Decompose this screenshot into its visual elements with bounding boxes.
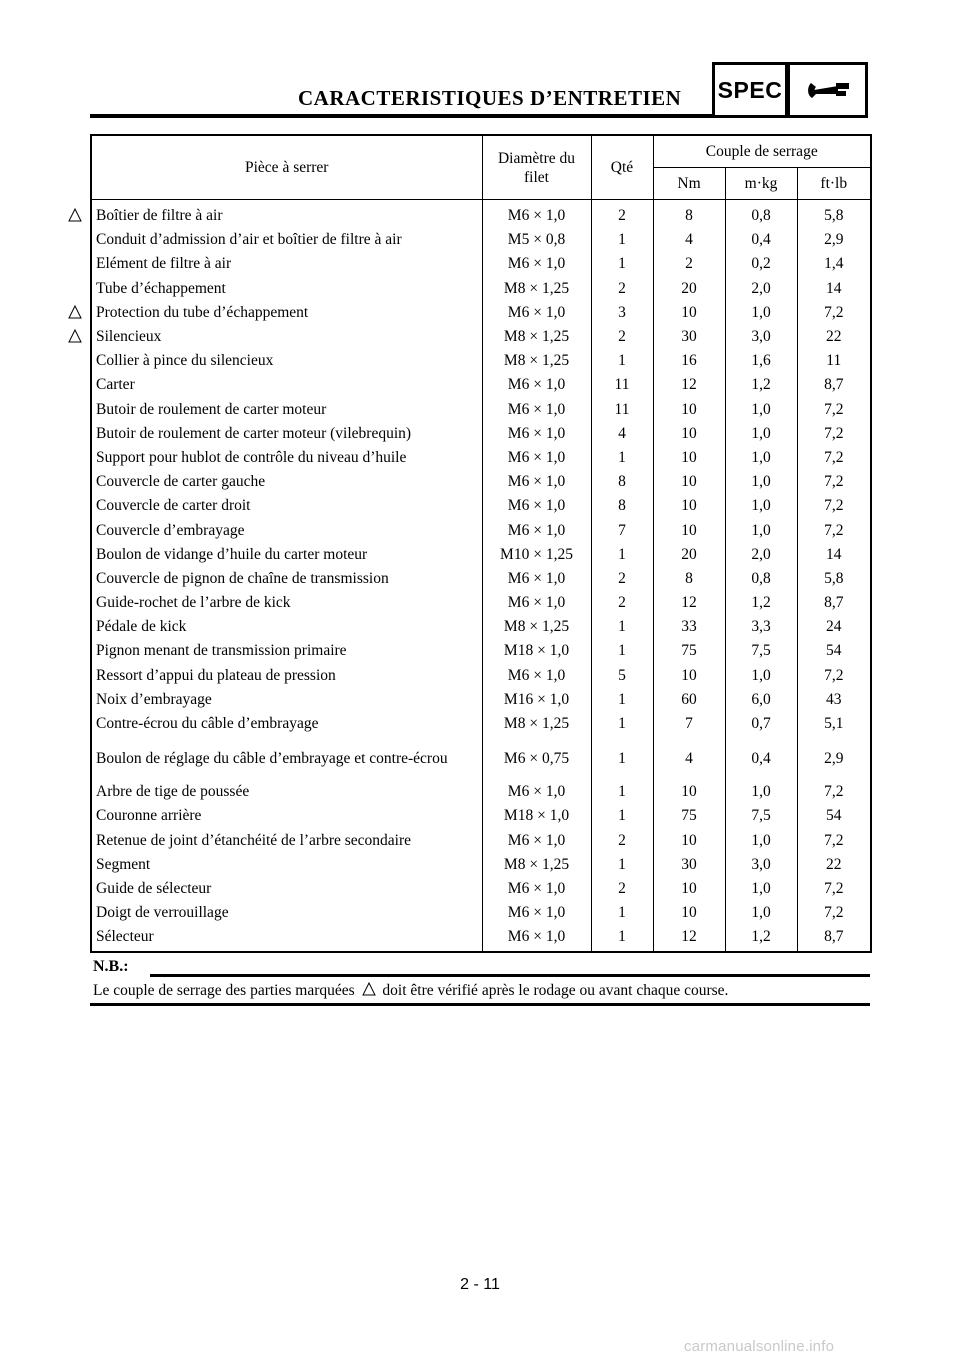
cell-thread: M6 × 1,0 [482,494,591,518]
torque-spec-table [90,134,872,953]
cell-qty: 1 [591,736,653,780]
cell-part: Boulon de réglage du câble d’embrayage et contre-écrou [96,749,448,767]
cell-part: Couvercle de pignon de chaîne de transmission [96,569,389,587]
cell-part: Noix d’embrayage [96,690,212,708]
cell-qty: 2 [591,591,653,615]
triangle-mark-icon [68,305,82,319]
table-row [91,373,871,397]
table-row [91,543,871,567]
header-thread [482,135,591,200]
cell-ftlb: 5,8 [797,567,871,591]
cell-mkg: 1,0 [725,398,797,422]
table-row [91,712,871,736]
cell-thread: M8 × 1,25 [482,349,591,373]
table-row [91,901,871,925]
cell-ftlb: 7,2 [797,780,871,804]
spec-label: SPEC [717,76,783,103]
cell-thread: M6 × 1,0 [482,591,591,615]
table-row [91,470,871,494]
cell-nm: 10 [653,446,725,470]
cell-nm: 16 [653,349,725,373]
cell-ftlb: 7,2 [797,518,871,542]
note-text-after: doit être vérifié après le rodage ou avant chaque course. [382,982,729,999]
table-row [91,200,871,229]
cell-thread: M6 × 1,0 [482,829,591,853]
triangle-mark-icon [362,982,376,996]
cell-mkg: 1,2 [725,373,797,397]
cell-qty: 5 [591,664,653,688]
cell-thread: M5 × 0,8 [482,228,591,252]
cell-qty: 1 [591,639,653,663]
cell-thread: M18 × 1,0 [482,639,591,663]
cell-thread: M6 × 1,0 [482,901,591,925]
note-text-before: Le couple de serrage des parties marquées [93,982,355,999]
cell-mkg: 1,0 [725,664,797,688]
cell-qty: 2 [591,877,653,901]
cell-part: Butoir de roulement de carter moteur (vilebrequin) [96,424,412,442]
cell-thread: M8 × 1,25 [482,853,591,877]
table-row [91,829,871,853]
table-row [91,804,871,828]
cell-ftlb: 2,9 [797,228,871,252]
cell-qty: 2 [591,567,653,591]
cell-ftlb: 54 [797,639,871,663]
cell-thread: M6 × 1,0 [482,446,591,470]
cell-thread: M6 × 1,0 [482,567,591,591]
cell-ftlb: 43 [797,688,871,712]
table-row [91,325,871,349]
cell-qty: 1 [591,901,653,925]
header-mkg: m·kg [725,168,797,200]
cell-ftlb: 1,4 [797,252,871,276]
cell-mkg: 1,0 [725,901,797,925]
cell-qty: 1 [591,543,653,567]
cell-thread: M6 × 1,0 [482,373,591,397]
cell-part: Silencieux [96,328,162,346]
cell-mkg: 0,2 [725,252,797,276]
cell-thread: M6 × 1,0 [482,398,591,422]
note-bottom-rule [90,1003,870,1006]
cell-part: Guide-rochet de l’arbre de kick [96,594,291,612]
cell-ftlb: 8,7 [797,591,871,615]
table-row [91,567,871,591]
cell-nm: 20 [653,543,725,567]
cell-thread: M6 × 1,0 [482,252,591,276]
cell-ftlb: 22 [797,853,871,877]
cell-part: Doigt de verrouillage [96,904,229,922]
cell-mkg: 7,5 [725,639,797,663]
table-row [91,664,871,688]
cell-nm: 33 [653,615,725,639]
cell-nm: 10 [653,780,725,804]
cell-nm: 12 [653,373,725,397]
cell-ftlb: 7,2 [797,470,871,494]
cell-nm: 4 [653,736,725,780]
cell-qty: 3 [591,301,653,325]
cell-mkg: 1,2 [725,925,797,952]
cell-mkg: 3,0 [725,325,797,349]
note-label: N.B.: [93,958,129,975]
cell-nm: 75 [653,639,725,663]
cell-part: Arbre de tige de poussée [96,783,250,801]
cell-thread: M8 × 1,25 [482,325,591,349]
cell-nm: 2 [653,252,725,276]
header-thread-line2: filet [524,168,549,186]
cell-ftlb: 5,1 [797,712,871,736]
cell-part: Conduit d’admission d’air et boîtier de filtre à air [96,231,402,249]
cell-mkg: 1,6 [725,349,797,373]
cell-thread: M6 × 1,0 [482,664,591,688]
cell-qty: 1 [591,853,653,877]
cell-nm: 10 [653,664,725,688]
cell-thread: M18 × 1,0 [482,804,591,828]
table-row [91,446,871,470]
cell-nm: 30 [653,853,725,877]
cell-nm: 20 [653,277,725,301]
cell-part: Collier à pince du silencieux [96,352,274,370]
cell-mkg: 6,0 [725,688,797,712]
cell-thread: M6 × 1,0 [482,877,591,901]
cell-thread: M8 × 1,25 [482,277,591,301]
cell-nm: 10 [653,398,725,422]
cell-qty: 1 [591,228,653,252]
page-title: CARACTERISTIQUES D’ENTRETIEN [298,86,682,110]
cell-nm: 30 [653,325,725,349]
table-row [91,780,871,804]
cell-qty: 8 [591,494,653,518]
header-part: Pièce à serrer [91,135,482,200]
triangle-mark-icon [68,329,82,343]
table-row [91,877,871,901]
cell-nm: 10 [653,518,725,542]
cell-qty: 1 [591,252,653,276]
cell-qty: 1 [591,804,653,828]
cell-ftlb: 24 [797,615,871,639]
triangle-mark-icon [68,208,82,222]
cell-thread: M6 × 1,0 [482,301,591,325]
header-nm: Nm [653,168,725,200]
cell-mkg: 1,0 [725,494,797,518]
cell-ftlb: 11 [797,349,871,373]
header-torque: Couple de serrage [653,135,871,168]
cell-mkg: 2,0 [725,543,797,567]
cell-ftlb: 8,7 [797,373,871,397]
cell-part: Carter [96,376,135,394]
cell-mkg: 1,0 [725,518,797,542]
cell-ftlb: 14 [797,277,871,301]
cell-mkg: 1,0 [725,877,797,901]
cell-part: Ressort d’appui du plateau de pression [96,666,336,684]
table-row [91,591,871,615]
table-row [91,422,871,446]
cell-qty: 1 [591,349,653,373]
cell-part: Elément de filtre à air [96,255,232,273]
table-row [91,277,871,301]
cell-mkg: 0,4 [725,228,797,252]
cell-part: Protection du tube d’échappement [96,303,309,321]
header-ftlb: ft·lb [797,168,871,200]
cell-nm: 12 [653,591,725,615]
cell-part: Butoir de roulement de carter moteur [96,400,327,418]
cell-qty: 11 [591,398,653,422]
table-row [91,349,871,373]
table-row [91,228,871,252]
cell-ftlb: 7,2 [797,901,871,925]
cell-nm: 7 [653,712,725,736]
table-row [91,736,871,780]
cell-mkg: 1,2 [725,591,797,615]
cell-qty: 2 [591,325,653,349]
cell-part: Boulon de vidange d’huile du carter moteur [96,545,368,563]
cell-part: Sélecteur [96,928,154,946]
cell-nm: 4 [653,228,725,252]
cell-nm: 10 [653,877,725,901]
cell-ftlb: 8,7 [797,925,871,952]
cell-mkg: 0,8 [725,567,797,591]
cell-ftlb: 7,2 [797,446,871,470]
table-row [91,252,871,276]
cell-mkg: 1,0 [725,470,797,494]
cell-part: Couvercle de carter gauche [96,473,266,491]
note-rule [150,974,870,977]
cell-mkg: 0,4 [725,736,797,780]
cell-thread: M8 × 1,25 [482,615,591,639]
cell-part: Couvercle d’embrayage [96,521,245,539]
header-thread-line1: Diamètre du [497,149,576,167]
cell-ftlb: 7,2 [797,422,871,446]
note-text [93,982,728,1000]
cell-mkg: 0,7 [725,712,797,736]
cell-nm: 8 [653,567,725,591]
cell-qty: 2 [591,200,653,229]
cell-nm: 75 [653,804,725,828]
cell-mkg: 0,8 [725,200,797,229]
cell-qty: 1 [591,446,653,470]
header-qty: Qté [591,135,653,200]
cell-nm: 8 [653,200,725,229]
cell-thread: M6 × 1,0 [482,422,591,446]
cell-qty: 2 [591,829,653,853]
cell-part: Contre-écrou du câble d’embrayage [96,715,319,733]
cell-qty: 1 [591,925,653,952]
cell-thread: M6 × 1,0 [482,780,591,804]
cell-part: Segment [96,855,151,873]
cell-ftlb: 7,2 [797,664,871,688]
cell-ftlb: 7,2 [797,829,871,853]
cell-ftlb: 7,2 [797,877,871,901]
cell-nm: 10 [653,829,725,853]
cell-nm: 10 [653,901,725,925]
table-row [91,639,871,663]
cell-qty: 11 [591,373,653,397]
cell-qty: 7 [591,518,653,542]
cell-mkg: 1,0 [725,780,797,804]
header-rule [90,114,712,118]
cell-thread: M10 × 1,25 [482,543,591,567]
cell-ftlb: 7,2 [797,301,871,325]
cell-ftlb: 7,2 [797,398,871,422]
cell-ftlb: 5,8 [797,200,871,229]
cell-nm: 60 [653,688,725,712]
cell-qty: 1 [591,780,653,804]
spec-section-badge [712,62,788,118]
cell-mkg: 1,0 [725,829,797,853]
cell-nm: 10 [653,470,725,494]
cell-thread: M6 × 1,0 [482,200,591,229]
cell-mkg: 3,0 [725,853,797,877]
table-row [91,925,871,952]
cell-part: Retenue de joint d’étanchéité de l’arbre secondaire [96,831,412,849]
cell-part: Couronne arrière [96,807,202,825]
cell-mkg: 1,0 [725,446,797,470]
table-row [91,615,871,639]
cell-ftlb: 7,2 [797,494,871,518]
cell-part: Pédale de kick [96,618,187,636]
cell-part: Pignon menant de transmission primaire [96,642,347,660]
cell-part: Tube d’échappement [96,279,226,297]
cell-part: Guide de sélecteur [96,879,212,897]
cell-nm: 10 [653,422,725,446]
table-row [91,688,871,712]
cell-qty: 4 [591,422,653,446]
cell-ftlb: 22 [797,325,871,349]
cell-qty: 8 [591,470,653,494]
cell-thread: M8 × 1,25 [482,712,591,736]
cell-nm: 12 [653,925,725,952]
wrench-icon [805,75,851,105]
cell-mkg: 7,5 [725,804,797,828]
cell-ftlb: 54 [797,804,871,828]
cell-qty: 2 [591,277,653,301]
table-row [91,518,871,542]
cell-mkg: 1,0 [725,301,797,325]
watermark: carmanualsonline.info [684,1338,835,1355]
cell-ftlb: 2,9 [797,736,871,780]
page-header [90,62,870,120]
cell-ftlb: 14 [797,543,871,567]
table-row [91,494,871,518]
cell-qty: 1 [591,712,653,736]
table-row [91,853,871,877]
wrench-icon-box [787,62,868,118]
cell-qty: 1 [591,688,653,712]
cell-thread: M6 × 0,75 [482,736,591,780]
cell-part: Support pour hublot de contrôle du niveau d’huile [96,448,407,466]
cell-mkg: 3,3 [725,615,797,639]
cell-part: Boîtier de filtre à air [96,207,223,225]
cell-mkg: 1,0 [725,422,797,446]
cell-mkg: 2,0 [725,277,797,301]
page-number: 2 - 11 [460,1276,500,1293]
cell-thread: M6 × 1,0 [482,925,591,952]
cell-nm: 10 [653,301,725,325]
cell-nm: 10 [653,494,725,518]
table-row [91,301,871,325]
cell-qty: 1 [591,615,653,639]
table-row [91,398,871,422]
cell-part: Couvercle de carter droit [96,497,251,515]
cell-thread: M6 × 1,0 [482,518,591,542]
cell-thread: M16 × 1,0 [482,688,591,712]
cell-thread: M6 × 1,0 [482,470,591,494]
